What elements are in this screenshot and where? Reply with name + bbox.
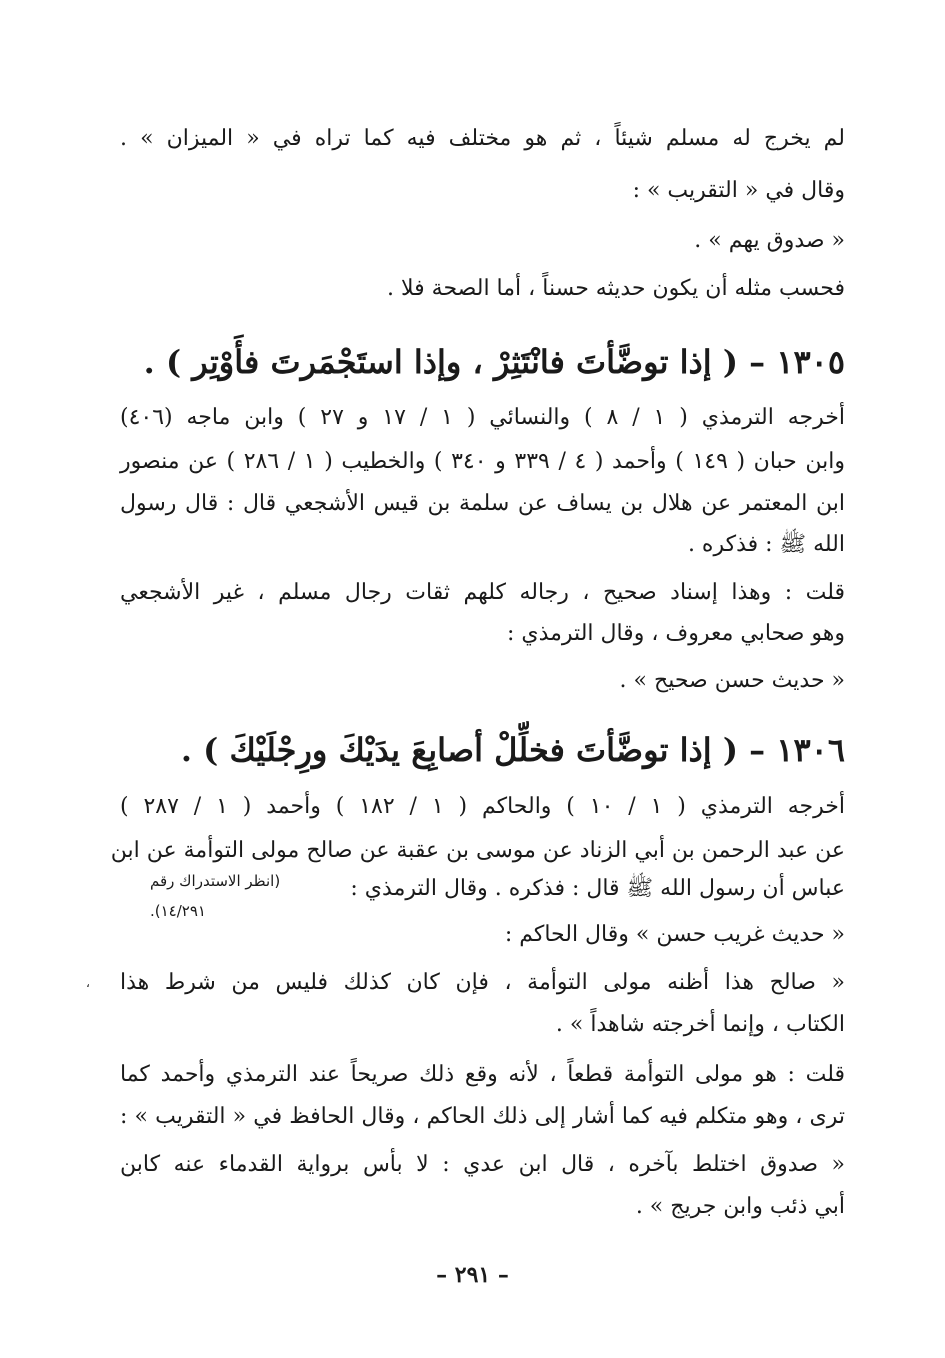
text-line: وقال في « التقريب » : — [632, 178, 845, 203]
text-line: « حديث غريب حسن » وقال الحاكم : — [504, 922, 845, 947]
text-line: عباس أن رسول الله ﷺ قال : فذكره . وقال الترمذي : — [350, 876, 845, 901]
text-line: أخرجه الترمذي ( ١ / ١٠ ) والحاكم ( ١ / ١٨٢ ) وأحمد ( ١ / ٢٨٧ ) — [120, 794, 846, 819]
text-line: عن عبد الرحمن بن أبي الزناد عن موسى بن عقبة عن صالح مولى التوأمة عن ابن — [110, 838, 845, 863]
text-line: « حديث حسن صحيح » . — [619, 668, 845, 693]
text-line: « صدوق يهم » . — [694, 228, 845, 253]
text-line: « صالح هذا أظنه مولى التوأمة ، فإن كان كذلك فليس من شرط هذا — [120, 970, 845, 995]
text-line: ترى ، وهو متكلم فيه كما أشار إلى ذلك الحاكم ، وقال الحافظ في « التقريب » : — [120, 1104, 845, 1129]
text-line: الله ﷺ : فذكره . — [687, 532, 845, 557]
text-line: لم يخرج له مسلم شيئاً ، ثم هو مختلف فيه كما تراه في « الميزان » . — [120, 126, 845, 151]
text-line: الكتاب ، وإنما أخرجته شاهداً » . — [555, 1012, 845, 1037]
text-line: قلت : هو مولى التوأمة قطعاً ، لأنه وقع ذلك صريحاً عند الترمذي وأحمد كما — [120, 1062, 845, 1087]
margin-mark: ، — [86, 976, 90, 990]
text-line: ابن المعتمر عن هلال بن يساف عن سلمة بن قيس الأشجعي قال : قال رسول — [120, 491, 845, 516]
text-line: أبي ذئب وابن جريج » . — [635, 1194, 845, 1219]
text-line: فحسب مثله أن يكون حديثه حسناً ، أما الصحة فلا . — [387, 276, 845, 301]
text-line: وهو صحابي معروف ، وقال الترمذي : — [506, 621, 845, 646]
hadith-heading: ١٣٠٦ – ( إذا توضَّأتَ فخلِّلْ أصابِعَ يدَيْكَ ورِجْلَيْكَ ) . — [180, 731, 845, 769]
side-note: (انظر الاستدراك رقم — [150, 872, 281, 890]
page-number: – ٢٩١ – — [436, 1262, 509, 1288]
text-line: أخرجه الترمذي ( ١ / ٨ ) والنسائي ( ١ / ١٧ و ٢٧ ) وابن ماجه (٤٠٦) — [120, 405, 845, 430]
side-note: ١٤/٢٩١). — [150, 902, 206, 920]
hadith-heading: ١٣٠٥ – ( إذا توضَّأتَ فانْتَثِرْ ، وإذا استَجْمَرتَ فأَوْتِر ) . — [143, 343, 845, 381]
text-line: « صدوق اختلط بآخره ، قال ابن عدي : لا بأس برواية القدماء عنه كابن — [120, 1152, 845, 1177]
text-line: قلت : وهذا إسناد صحيح ، رجاله كلهم ثقات رجال مسلم ، غير الأشجعي — [120, 580, 845, 605]
text-line: وابن حبان ( ١٤٩ ) وأحمد ( ٤ / ٣٣٩ و ٣٤٠ ) والخطيب ( ١ / ٢٨٦ ) عن منصور — [120, 449, 845, 474]
